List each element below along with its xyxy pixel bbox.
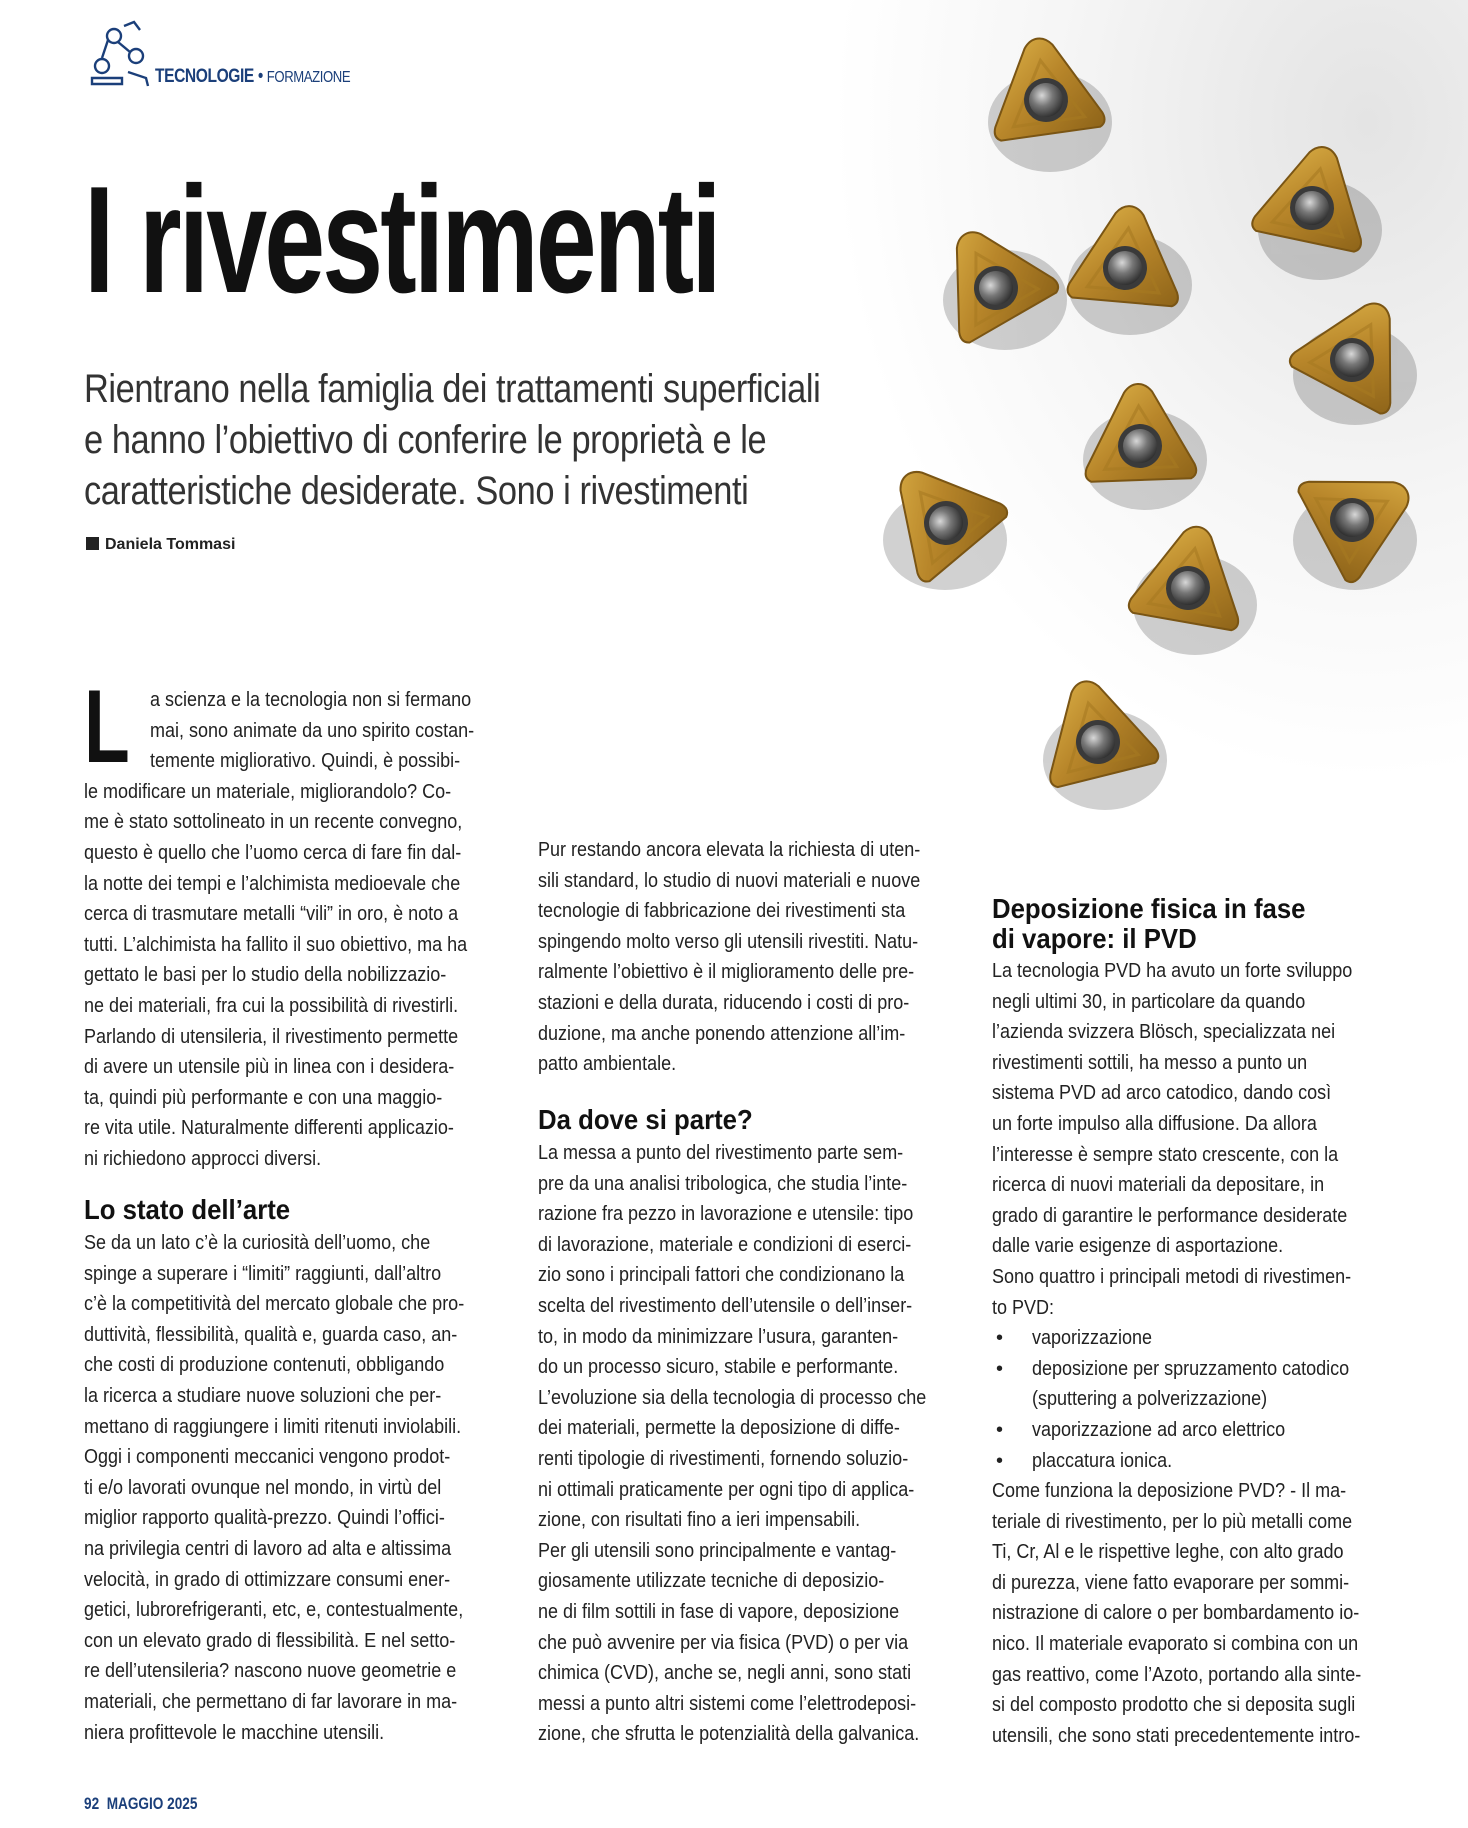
text-line: Se da un lato c’è la curiosità dell’uomo, che xyxy=(84,1232,431,1254)
heading-pvd-line1: Deposizione fisica in fase xyxy=(992,893,1306,924)
hero-photo-inserts xyxy=(800,0,1468,820)
text-line: dalle varie esigenze di asportazione. xyxy=(992,1235,1284,1258)
text-line: tecnologie di fabbricazione dei rivestimenti sta xyxy=(538,900,906,923)
text-line: duzione, ma anche ponendo attenzione all’im- xyxy=(538,1022,906,1045)
column-2-intro xyxy=(538,835,953,1080)
text-line: che può avvenire per via fisica (PVD) o per via xyxy=(538,1631,909,1654)
text-line: gettato le basi per lo studio della nobilizzazio- xyxy=(84,964,447,987)
text-line: messi a punto altri sistemi come l’elettrodeposi- xyxy=(538,1692,917,1715)
text-line: spingendo molto verso gli utensili rivestiti. Natu- xyxy=(538,930,919,953)
text-line: che costi di produzione contenuti, obbligando xyxy=(84,1354,445,1377)
text-line: ne di film sottili in fase di vapore, deposizione xyxy=(538,1600,900,1623)
list-item xyxy=(992,1415,1407,1446)
text-line: materiali, che permettano di far lavorare in ma- xyxy=(84,1690,458,1713)
article-lead xyxy=(84,364,864,517)
text-line: me è stato sottolineato in un recente convegno, xyxy=(84,811,463,834)
text-line: a scienza e la tecnologia non si fermano xyxy=(150,689,472,711)
text-line: l’interesse è sempre stato crescente, con la xyxy=(992,1143,1339,1166)
issue-date: MAGGIO 2025 xyxy=(106,1794,198,1813)
text-line: cerca di trasmutare metalli “vili” in oro, è noto a xyxy=(84,903,459,926)
text-line: miglior rapporto qualità-prezzo. Quindi l’offici- xyxy=(84,1507,445,1530)
text-line: ta, quindi più performante e con una maggio- xyxy=(84,1086,443,1109)
author-byline xyxy=(86,536,235,554)
lead-line: caratteristiche desiderate. Sono i rivestimenti xyxy=(84,469,749,513)
section-name: TECNOLOGIE xyxy=(155,66,254,87)
text-line: zione, che sfrutta le potenzialità della galvanica. xyxy=(538,1723,920,1746)
method-text: • deposizione per spruzzamento catodico xyxy=(1032,1357,1350,1380)
heading-stato-arte: Lo stato dell’arte xyxy=(84,1194,291,1225)
text-line: to PVD: xyxy=(992,1296,1055,1319)
method-text: (sputtering a polverizzazione) xyxy=(1032,1388,1268,1411)
text-line: Oggi i componenti meccanici vengono prodot- xyxy=(84,1446,451,1469)
text-line: renti tipologie di rivestimenti, fornendo soluzio- xyxy=(538,1447,909,1470)
column-2-dove xyxy=(538,1138,953,1750)
column-1-intro xyxy=(84,669,499,1175)
method-text: • vaporizzazione ad arco elettrico xyxy=(1032,1418,1286,1441)
article-title: I rivestimenti xyxy=(84,155,719,325)
text-line: teriale di rivestimento, per lo più metalli come xyxy=(992,1510,1353,1533)
text-line: Per gli utensili sono principalmente e vantag- xyxy=(538,1539,897,1562)
text-line: sili standard, lo studio di nuovi materiali e nuove xyxy=(538,869,921,892)
text-line: si del composto prodotto che si deposita sugli xyxy=(992,1694,1356,1717)
text-line: la ricerca a studiare nuove soluzioni che per- xyxy=(84,1384,442,1407)
method-text: • placcatura ionica. xyxy=(1032,1449,1173,1472)
text-line: L’evoluzione sia della tecnologia di processo che xyxy=(538,1386,927,1409)
text-line: scelta del rivestimento dell’utensile o dell’inser- xyxy=(538,1294,913,1317)
text-line: razione fra pezzo in lavorazione e utensile: tipo xyxy=(538,1203,914,1226)
text-line: utensili, che sono stati precedentemente intro- xyxy=(992,1724,1361,1747)
text-line: tutti. L’alchimista ha fallito il suo obiettivo, ma ha xyxy=(84,933,468,956)
text-line: Sono quattro i principali metodi di rivestimen- xyxy=(992,1265,1352,1288)
text-line: con un elevato grado di flessibilità. E nel setto- xyxy=(84,1629,456,1652)
text-line: zio sono i principali fattori che condizionano la xyxy=(538,1264,905,1287)
heading-dove-si-parte: Da dove si parte? xyxy=(538,1104,753,1135)
text-line: ni richiedono approcci diversi. xyxy=(84,1147,322,1170)
text-line: la notte dei tempi e l’alchimista medioevale che xyxy=(84,872,461,895)
list-item-continued xyxy=(992,1384,1407,1415)
list-item xyxy=(992,1354,1407,1385)
column-1-stato xyxy=(84,1228,499,1748)
text-line: dei materiali, permette la deposizione di diffe- xyxy=(538,1417,900,1440)
column-3-pvd xyxy=(992,956,1407,1751)
text-line: di purezza, viene fatto evaporare per sommi- xyxy=(992,1571,1350,1594)
page-footer xyxy=(84,1794,197,1814)
author-name: Daniela Tommasi xyxy=(105,536,236,553)
text-line: c’è la competitività del mercato globale che pro- xyxy=(84,1293,465,1316)
text-line: stazioni e della durata, riducendo i costi di pro- xyxy=(538,991,910,1014)
text-line: un forte impulso alla diffusione. Da allora xyxy=(992,1112,1317,1135)
text-line: patto ambientale. xyxy=(538,1053,677,1076)
text-line: Pur restando ancora elevata la richiesta di uten- xyxy=(538,839,921,861)
text-line: velocità, in grado di ottimizzare consumi ener- xyxy=(84,1568,451,1591)
text-line: chimica (CVD), anche se, negli anni, sono stati xyxy=(538,1662,912,1685)
text-line: La messa a punto del rivestimento parte sem- xyxy=(538,1142,904,1164)
text-line: ne dei materiali, fra cui la possibilità di rivestirli. xyxy=(84,994,459,1017)
text-line: ricerca di nuovi materiali da depositare, in xyxy=(992,1174,1325,1197)
byline-square-icon xyxy=(86,537,99,550)
text-line: duttività, flessibilità, qualità e, guarda caso, an- xyxy=(84,1323,458,1346)
lead-line: Rientrano nella famiglia dei trattamenti superficiali xyxy=(84,367,821,411)
text-line: rivestimenti sottili, ha messo a punto un xyxy=(992,1051,1308,1074)
text-line: to, in modo da minimizzare l’usura, garanten- xyxy=(538,1325,899,1348)
text-line: zione, con risultati fino a ieri impensabili. xyxy=(538,1509,861,1532)
text-line: questo è quello che l’uomo cerca di fare fin dal- xyxy=(84,841,462,864)
text-line: na privilegia centri di lavoro ad alta e altissima xyxy=(84,1537,452,1560)
drop-cap: L xyxy=(84,669,130,785)
text-line: sistema PVD ad arco catodico, dando così xyxy=(992,1082,1332,1105)
text-line: re dell’utensileria? nascono nuove geometrie e xyxy=(84,1660,457,1683)
section-separator: • xyxy=(257,66,263,87)
page-number: 92 xyxy=(84,1794,100,1813)
text-line: Come funziona la deposizione PVD? - Il ma- xyxy=(992,1480,1347,1503)
text-line: ni ottimali praticamente per ogni tipo di applica- xyxy=(538,1478,915,1501)
subsection-name: FORMAZIONE xyxy=(266,69,351,86)
text-line: nico. Il materiale evaporato si combina con un xyxy=(992,1633,1359,1656)
gear-tools-icon xyxy=(88,20,156,90)
text-line: niera profittevole le macchine utensili. xyxy=(84,1721,385,1744)
text-line: grado di garantire le performance desiderate xyxy=(992,1204,1348,1227)
text-line: gas reattivo, come l’Azoto, portando alla sinte- xyxy=(992,1663,1362,1686)
text-line: mettano di raggiungere i limiti ritenuti inviolabili. xyxy=(84,1415,462,1438)
text-line: do un processo sicuro, stabile e performante. xyxy=(538,1356,899,1379)
list-item xyxy=(992,1323,1407,1354)
text-line: mai, sono animate da uno spirito costan- xyxy=(150,719,475,742)
text-line: di avere un utensile più in linea con i desidera- xyxy=(84,1056,455,1079)
text-line: getici, lubrorefrigeranti, etc, e, contestualmente, xyxy=(84,1599,464,1622)
text-line: di lavorazione, materiale e condizioni di eserci- xyxy=(538,1233,912,1256)
text-line: temente migliorativo. Quindi, è possibi- xyxy=(150,750,461,773)
text-line: Ti, Cr, Al e le rispettive leghe, con alto grado xyxy=(992,1541,1344,1564)
text-line: nistrazione di calore o per bombardamento io- xyxy=(992,1602,1360,1625)
text-line: le modificare un materiale, migliorandolo? Co- xyxy=(84,780,452,803)
text-line: giosamente utilizzate tecniche di deposizio- xyxy=(538,1570,885,1593)
text-line: spinge a superare i “limiti” raggiunti, dall’altro xyxy=(84,1262,442,1285)
pvd-methods-list xyxy=(992,1323,1407,1476)
section-label xyxy=(155,66,350,88)
text-line: pre da una analisi tribologica, che studia l’inte- xyxy=(538,1172,908,1195)
text-line: ralmente l’obiettivo è il miglioramento delle pre- xyxy=(538,961,915,984)
text-line: re vita utile. Naturalmente differenti applicazio- xyxy=(84,1117,454,1140)
list-item xyxy=(992,1446,1407,1477)
text-line: ti e/o lavorati ovunque nel mondo, in virtù del xyxy=(84,1476,442,1499)
lead-line: e hanno l’obiettivo di conferire le proprietà e le xyxy=(84,418,767,462)
text-line: l’azienda svizzera Blösch, specializzata nei xyxy=(992,1021,1336,1044)
text-line: La tecnologia PVD ha avuto un forte sviluppo xyxy=(992,960,1353,982)
heading-pvd-line2: di vapore: il PVD xyxy=(992,923,1197,954)
text-line: negli ultimi 30, in particolare da quando xyxy=(992,990,1306,1013)
text-line: Parlando di utensileria, il rivestimento permette xyxy=(84,1025,459,1048)
method-text: • vaporizzazione xyxy=(1032,1327,1153,1350)
